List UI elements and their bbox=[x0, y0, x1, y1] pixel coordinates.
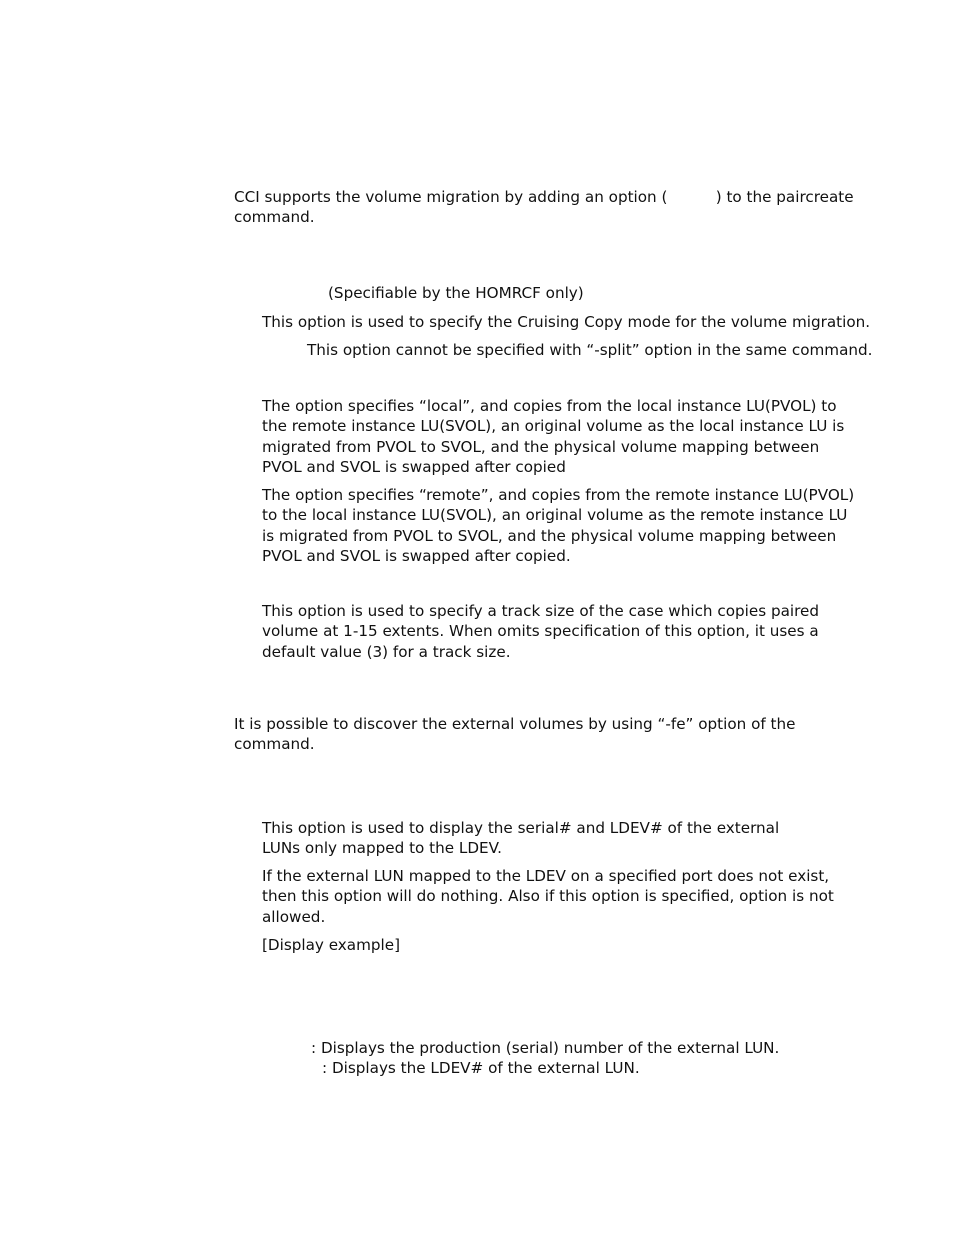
option-m-restriction: This option cannot be specified with “-split” option in the same command. bbox=[307, 341, 873, 359]
display-example-label: [Display example] bbox=[262, 936, 401, 954]
option-m-note: (Specifiable by the HOMRCF only) bbox=[328, 284, 584, 302]
fe-option-nothing-paragraph: If the external LUN mapped to the LDEV on a specified port does not exist, then this option will do nothing. Also if this option is specified, option is not allowed. bbox=[262, 867, 834, 926]
intro-line-2: command. bbox=[234, 208, 315, 226]
local-option-paragraph: The option specifies “local”, and copies from the local instance LU(PVOL) to the remote instance LU(SVOL), an original volume as the local instance LU is migrated from PVOL to SVOL, and the physical volume mapping between PVOL and SVOL is swapped after copied bbox=[262, 397, 845, 476]
intro-line-1: CCI supports the volume migration by adding an option ( ) to the paircreate bbox=[234, 188, 854, 206]
discover-line-1: It is possible to discover the external volumes by using “-fe” option of the bbox=[234, 715, 796, 733]
fe-option-description: This option is used to display the serial# and LDEV# of the external LUNs only mapped to the LDEV. bbox=[262, 819, 780, 858]
discover-line-2: command. bbox=[234, 735, 315, 753]
option-m-description: This option is used to specify the Cruising Copy mode for the volume migration. bbox=[262, 313, 871, 331]
remote-option-paragraph: The option specifies “remote”, and copies from the remote instance LU(PVOL) to the local instance LU(SVOL), an original volume as the remote instance LU is migrated from PVOL to SVOL, and the physical volume mapping between PVOL and SVOL is swapped after copied. bbox=[262, 486, 855, 565]
track-size-paragraph: This option is used to specify a track size of the case which copies paired volume at 1-15 extents. When omits specification of this option, it uses a default value (3) for a track size. bbox=[262, 602, 820, 661]
ldev-column-description: : Displays the LDEV# of the external LUN. bbox=[322, 1059, 640, 1077]
serial-column-description: : Displays the production (serial) number of the external LUN. bbox=[311, 1039, 780, 1057]
